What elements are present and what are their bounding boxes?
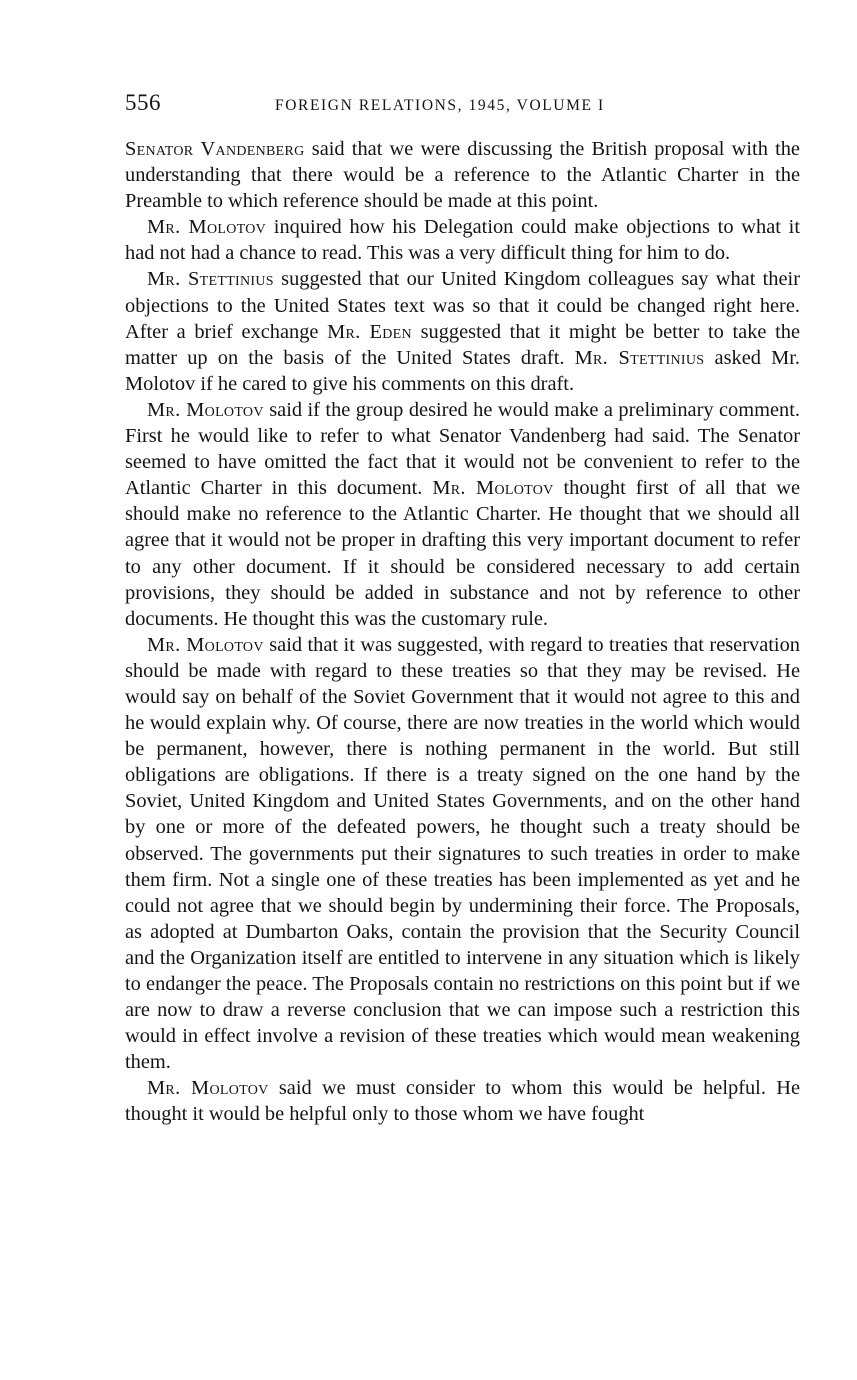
- speaker-name: Mr. Molotov: [147, 216, 267, 239]
- body-text: [125, 136, 800, 1128]
- paragraph-text: said that we were discussing the British proposal with the understanding that there would be a reference to the Atlantic Charter in the Preamble to which reference should be made at this point.: [125, 138, 800, 213]
- page-number: 556: [125, 90, 161, 115]
- paragraph-2: [125, 214, 800, 266]
- speaker-name: Mr. Molotov: [147, 398, 264, 421]
- paragraph-6: [125, 1075, 800, 1127]
- paragraph-text: thought first of all that we should make no reference to the Atlantic Charter. He thought that we should all agree that it would not be proper in drafting this very important document to refer to any other document. If it should be considered necessary to add certain provisions, they should be added in substance and not by reference to other documents. He thought this was the customary rule.: [125, 477, 801, 630]
- paragraph-text: said that it was suggested, with regard to treaties that reservation should be made with regard to these treaties so that they may be revised. He would say on behalf of the Soviet Government that it would not agree to this and he would explain why. Of course, there are now treaties in the world which would be permanent, however, there is nothing permanent in the world. But still obligations are obligations. If there is a treaty signed on the one hand by the Soviet, United Kingdom and United States Governments, and on the other hand by one or more of the defeated powers, he thought such a treaty should be observed. The governments put their signatures to such treaties in order to make them firm. Not a single one of these treaties has been implemented as yet and he could not agree that we should begin by undermining their force. The Proposals, as adopted at Dumbarton Oaks, contain the provision that the Security Council and the Organization itself are entitled to intervene in any situation which is likely to endanger the peace. The Proposals contain no restrictions on this point but if we are now to draw a reverse conclusion that we can impose such a restriction this would in effect involve a revision of these treaties which would mean weakening them.: [125, 633, 800, 1074]
- paragraph-text: said if the group desired he would make a preliminary comment. First he would like to refer to what Senator Vandenberg had said. The Senator seemed to have omitted the fact that it would not be convenient to refer to the Atlantic Charter in this document.: [125, 398, 800, 500]
- document-page: [125, 90, 800, 1128]
- paragraph-3: [125, 266, 800, 396]
- speaker-name: Mr. Stettinius: [147, 268, 274, 291]
- paragraph-text: inquired how his Delegation could make objections to what it had not had a chance to read. This was a very difficult thing for him to do.: [125, 216, 800, 265]
- paragraph-text: suggested that it might be better to take the matter up on the basis of the United States draft.: [125, 320, 801, 369]
- paragraph-text: suggested that our United Kingdom colleagues say what their objections to the United States text was so that it could be changed right here. After a brief exchange: [125, 268, 800, 343]
- speaker-name: Mr. Eden: [327, 320, 412, 343]
- paragraph-4: [125, 397, 800, 632]
- speaker-name: Senator Vandenberg: [125, 138, 305, 160]
- running-title: FOREIGN RELATIONS, 1945, VOLUME I: [275, 97, 605, 114]
- speaker-name: Mr. Molotov: [432, 477, 554, 500]
- paragraph-5: [125, 632, 800, 1076]
- paragraph-text: said we must consider to whom this would be helpful. He thought it would be helpful only to those whom we have fought: [125, 1077, 800, 1126]
- speaker-name: Mr. Stettinius: [574, 346, 705, 369]
- running-head: [125, 90, 800, 126]
- paragraph-1: [125, 136, 800, 214]
- paragraph-text: asked Mr. Molotov if he cared to give his comments on this draft.: [125, 346, 800, 395]
- speaker-name: Mr. Molotov: [147, 633, 264, 656]
- speaker-name: Mr. Molotov: [147, 1077, 269, 1100]
